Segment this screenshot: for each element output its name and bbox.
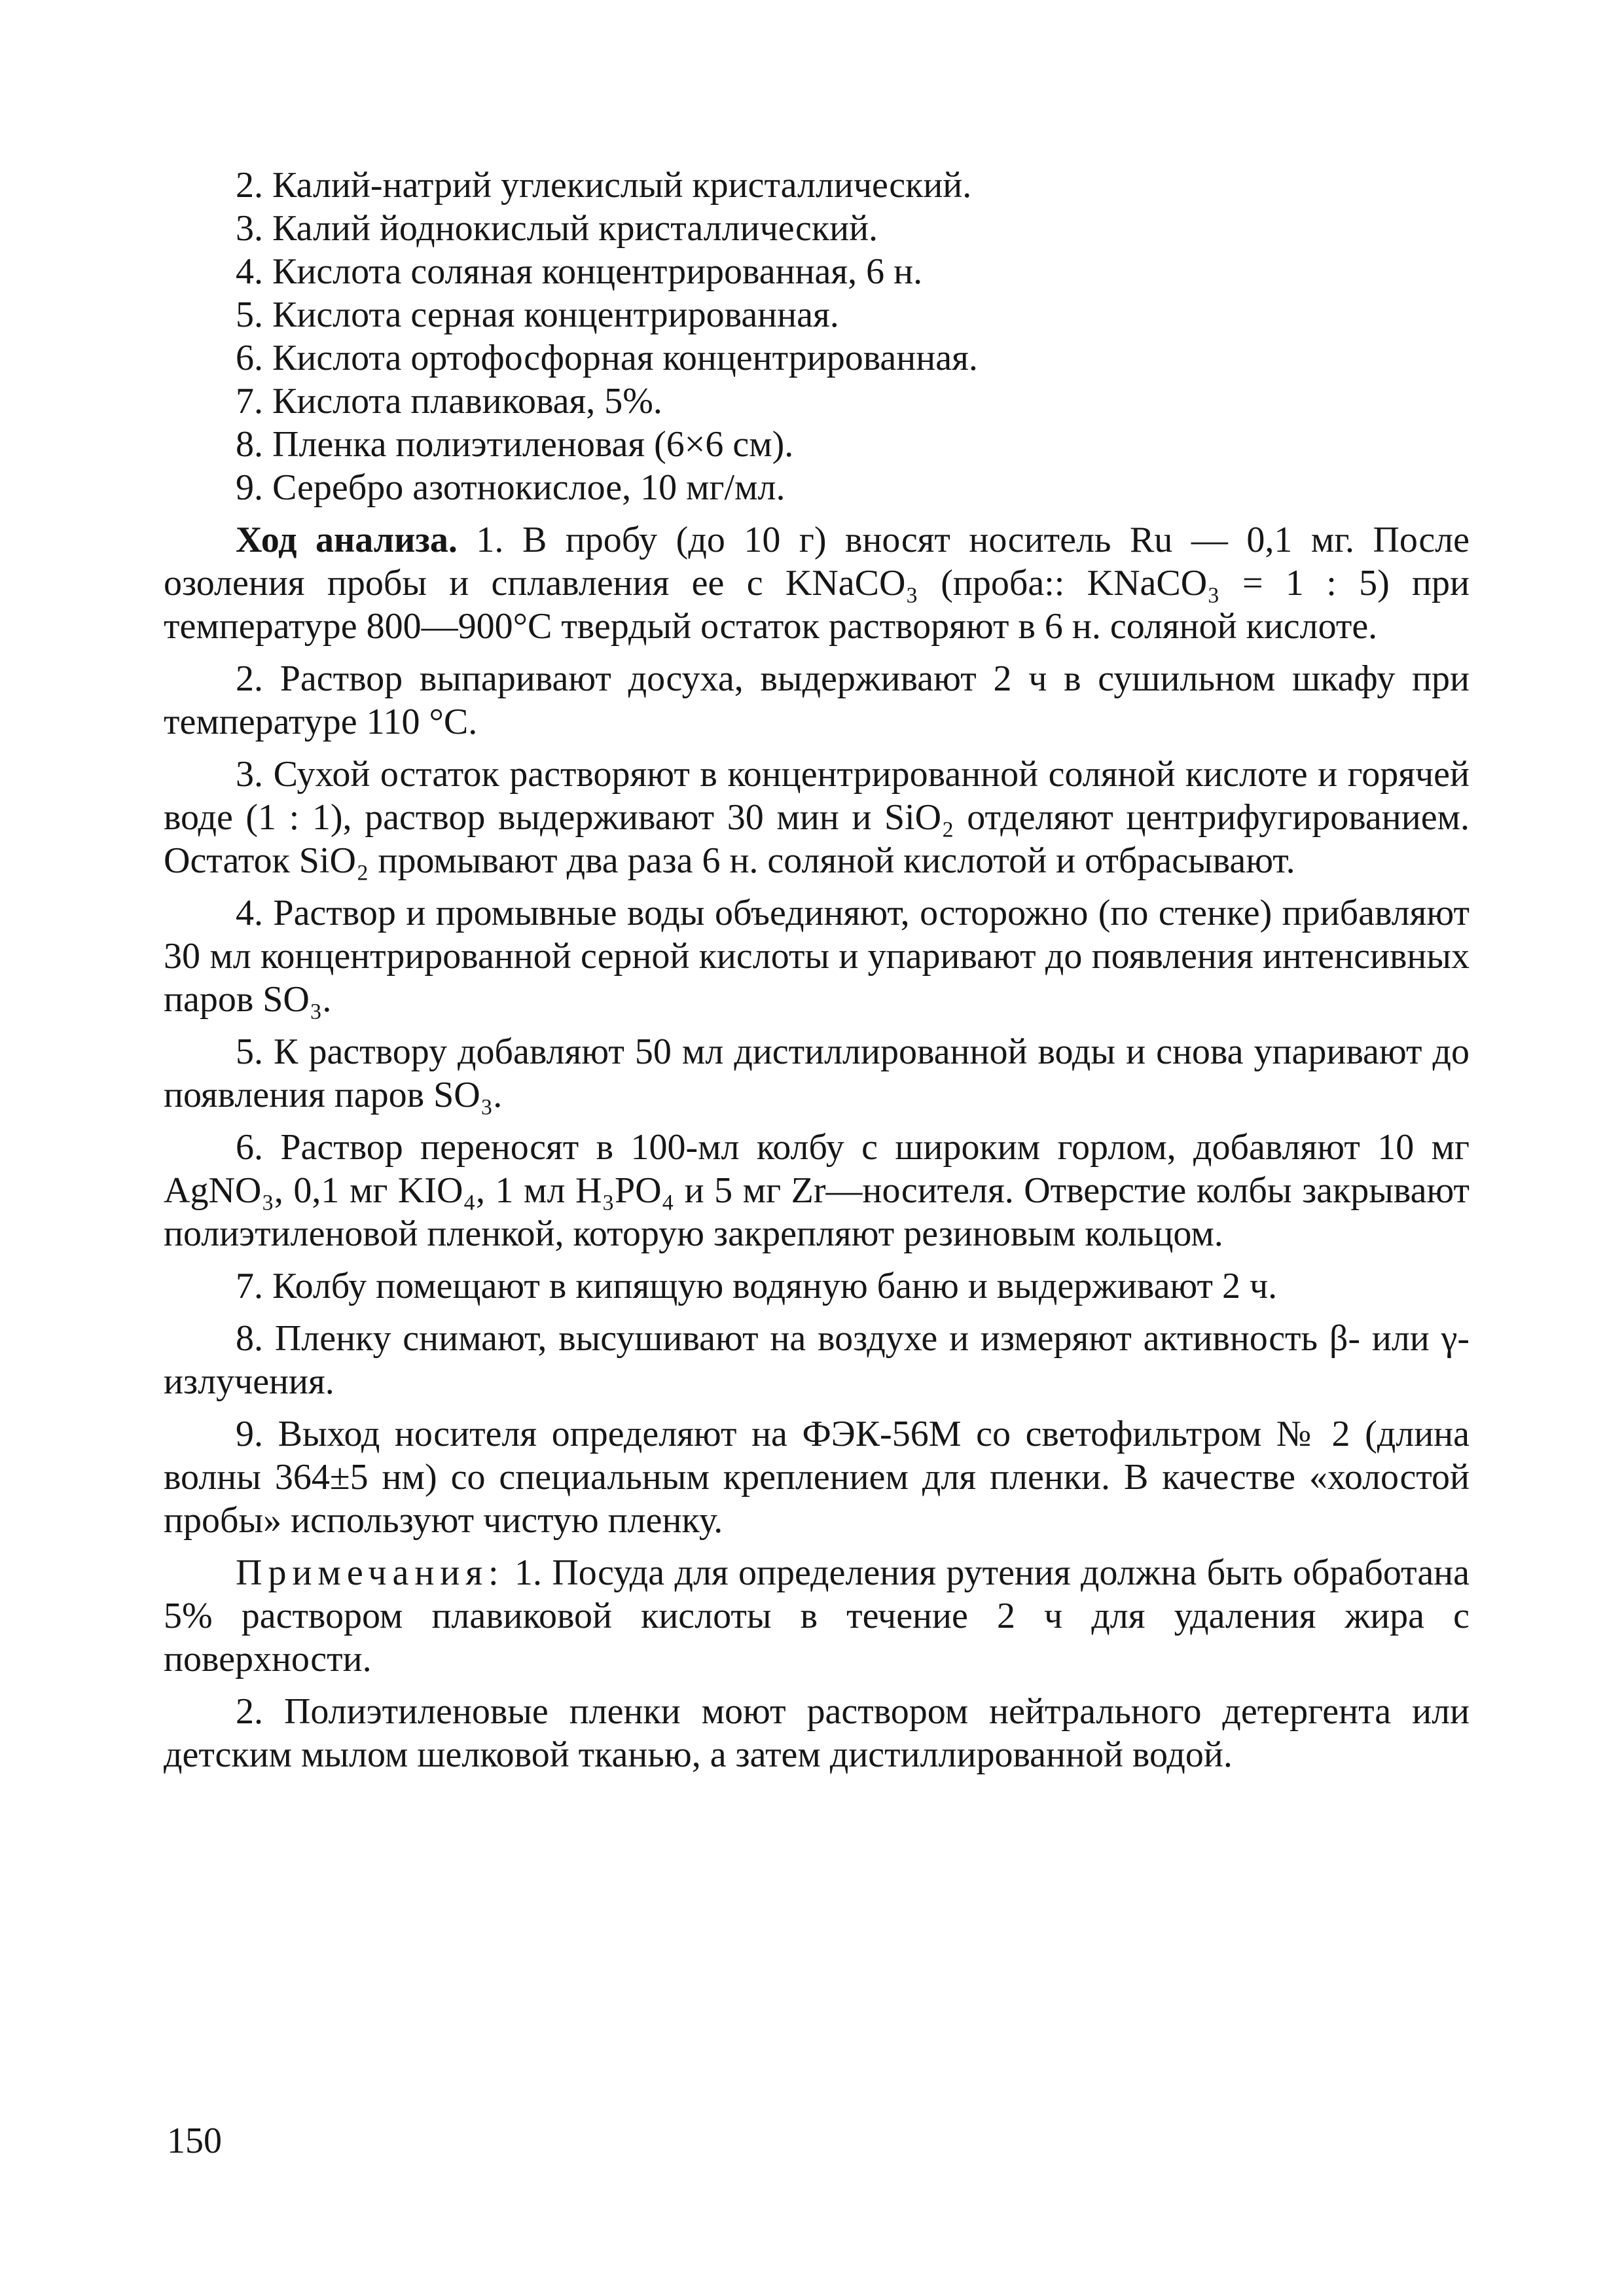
- analysis-step: 4. Раствор и промывные воды объединяют, осторожно (по стенке) прибавляют 30 мл концентрированной серной кислоты и упаривают до появления интенсивных паров SO₃.: [164, 893, 1470, 1020]
- analysis-step: 8. Пленку снимают, высушивают на воздухе и измеряют активность β- или γ-излучения.: [164, 1318, 1470, 1402]
- analysis-step-text: 1. В пробу (до 10 г) вносят носитель Ru — 0,1 мг. После озоления пробы и сплавления ее с KNaCO₃ (проба:: KNaCO₃ = 1 : 5) при температуре 800—900°С твердый остаток растворяют в 6 н. соляной кислоте.: [164, 520, 1470, 647]
- analysis-step: 6. Раствор переносят в 100-мл колбу с широким горлом, добавляют 10 мг AgNO₃, 0,1 мг KIO₄, 1 мл H₃PO₄ и 5 мг Zr—носителя. Отверстие колбы закрывают полиэтиленовой пленкой, которую закрепляют резиновым кольцом.: [164, 1127, 1470, 1254]
- page-body: [164, 164, 1470, 1785]
- list-item: 6. Кислота ортофосфорная концентрированная.: [236, 338, 978, 378]
- note-text: 1. Посуда для определения рутения должна быть обработана 5% раствором плавиковой кислоты в течение 2 ч для удаления жира с поверхности.: [164, 1552, 1470, 1679]
- list-item: 9. Серебро азотнокислое, 10 мг/мл.: [236, 467, 785, 508]
- analysis-heading: Ход анализа.: [236, 520, 458, 560]
- note-2: 2. Полиэтиленовые пленки моют раствором нейтрального детергента или детским мылом шелковой тканью, а затем дистиллированной водой.: [164, 1691, 1470, 1775]
- note-1: [164, 1551, 1470, 1681]
- analysis-step: 7. Колбу помещают в кипящую водяную баню и выдерживают 2 ч.: [236, 1266, 1278, 1306]
- page-number: 150: [167, 2121, 222, 2161]
- analysis-step: 3. Сухой остаток растворяют в концентрированной соляной кислоте и горячей воде (1 : 1), раствор выдерживают 30 мин и SiO₂ отделяют центрифугированием. Остаток SiO₂ промывают два раза 6 н. соляной кислотой и отбрасывают.: [164, 754, 1470, 881]
- reagent-list: [164, 164, 1470, 509]
- analysis-step: 5. К раствору добавляют 50 мл дистиллированной воды и снова упаривают до появления паров SO₃.: [164, 1031, 1470, 1115]
- analysis-step: 2. Раствор выпаривают досуха, выдерживают 2 ч в сушильном шкафу при температуре 110 °С.: [164, 658, 1470, 742]
- analysis-step-1: [164, 518, 1470, 648]
- list-item: 5. Кислота серная концентрированная.: [236, 295, 839, 335]
- list-item: 7. Кислота плавиковая, 5%.: [236, 381, 662, 422]
- list-item: 3. Калий йоднокислый кристаллический.: [236, 208, 878, 249]
- notes-heading: Примечания:: [236, 1552, 505, 1593]
- list-item: 8. Пленка полиэтиленовая (6×6 см).: [236, 424, 794, 465]
- analysis-step: 9. Выход носителя определяют на ФЭК-56М со светофильтром № 2 (длина волны 364±5 нм) со специальным креплением для пленки. В качестве «холостой пробы» используют чистую пленку.: [164, 1414, 1470, 1541]
- list-item: 4. Кислота соляная концентрированная, 6 н.: [236, 251, 923, 292]
- list-item: 2. Калий-натрий углекислый кристаллический.: [236, 165, 972, 206]
